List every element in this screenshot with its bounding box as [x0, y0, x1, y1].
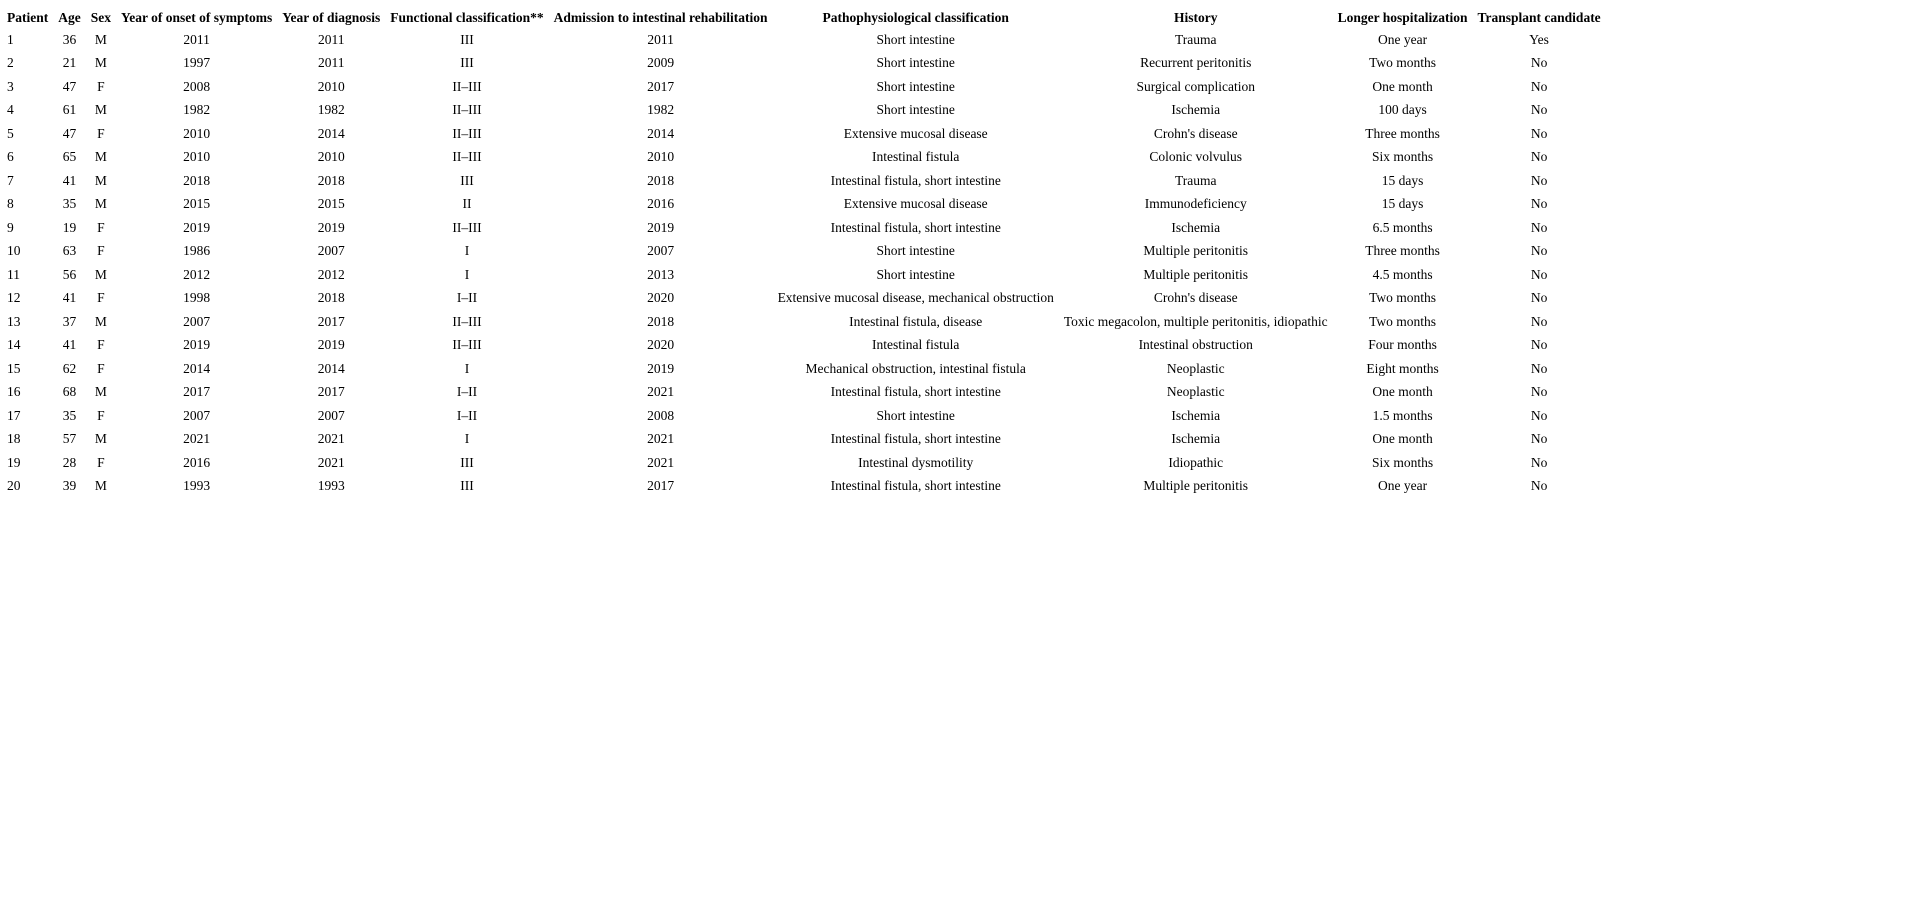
- cell-functional: II–III: [452, 149, 482, 164]
- cell-admission: 2010: [647, 149, 675, 164]
- cell-functional: II–III: [452, 125, 482, 141]
- cell-sex: M: [94, 55, 107, 70]
- table-row: [2, 380, 1606, 404]
- cell-history: Ischemia: [1171, 407, 1221, 423]
- cell-onset: 2011: [183, 31, 210, 47]
- cell-hospitalization: One month: [1372, 384, 1433, 399]
- cell-transplant: No: [1530, 196, 1548, 211]
- cell-patho: Intestinal fistula, short intestine: [830, 219, 1001, 235]
- cell-patho: Short intestine: [876, 102, 955, 117]
- cell-diagnosis: 2021: [317, 431, 345, 446]
- cell-patient: 8: [7, 196, 14, 211]
- cell-onset: 2018: [183, 172, 211, 188]
- cell-admission: 2019: [647, 360, 675, 376]
- cell-diagnosis: 2007: [317, 243, 345, 258]
- cell-patient: 9: [7, 219, 14, 235]
- cell-age: 35: [62, 407, 77, 423]
- cell-patient: 19: [7, 454, 21, 470]
- cell-patient: 12: [7, 290, 21, 305]
- cell-history: Ischemia: [1171, 431, 1221, 446]
- column-header-history: History: [1173, 10, 1218, 25]
- cell-patient: 10: [7, 243, 21, 258]
- cell-history: Immunodeficiency: [1144, 196, 1247, 211]
- cell-sex: M: [94, 478, 107, 493]
- cell-age: 47: [62, 78, 77, 94]
- table-row: [2, 286, 1606, 310]
- cell-patho: Intestinal fistula, disease: [849, 313, 983, 329]
- cell-admission: 2009: [647, 55, 675, 70]
- cell-history: Intestinal obstruction: [1138, 337, 1253, 352]
- cell-onset: 1998: [183, 290, 211, 305]
- cell-patho: Intestinal fistula: [872, 337, 960, 352]
- cell-patient: 13: [7, 313, 21, 329]
- table-header-row: [2, 10, 1606, 28]
- cell-transplant: No: [1530, 266, 1548, 282]
- cell-patho: Short intestine: [876, 78, 955, 94]
- cell-onset: 2010: [183, 149, 211, 164]
- cell-patient: 4: [7, 102, 14, 117]
- cell-history: Idiopathic: [1168, 454, 1224, 470]
- cell-transplant: No: [1530, 55, 1548, 70]
- cell-history: Multiple peritonitis: [1143, 243, 1249, 258]
- table-row: [2, 75, 1606, 99]
- cell-transplant: No: [1530, 243, 1548, 258]
- cell-age: 41: [62, 337, 77, 352]
- cell-hospitalization: Two months: [1369, 290, 1437, 305]
- cell-functional: II–III: [452, 219, 482, 235]
- table-row: [2, 122, 1606, 146]
- cell-admission: 2020: [647, 337, 675, 352]
- table-row: [2, 357, 1606, 381]
- cell-admission: 2017: [647, 478, 675, 493]
- column-header-patho: Pathophysiological classification: [822, 10, 1009, 25]
- cell-patho: Intestinal fistula, short intestine: [830, 478, 1001, 493]
- table-body: [2, 28, 1606, 498]
- cell-functional: II–III: [452, 313, 482, 329]
- cell-hospitalization: 6.5 months: [1372, 219, 1433, 235]
- cell-functional: III: [460, 172, 474, 188]
- table-row: [2, 451, 1606, 475]
- cell-onset: 2019: [183, 219, 211, 235]
- cell-patient: 1: [7, 31, 14, 47]
- cell-history: Neoplastic: [1166, 360, 1225, 376]
- table-row: [2, 192, 1606, 216]
- cell-admission: 2021: [647, 454, 675, 470]
- cell-diagnosis: 2014: [317, 125, 345, 141]
- table-row: [2, 169, 1606, 193]
- cell-admission: 2019: [647, 219, 675, 235]
- cell-onset: 2007: [183, 407, 211, 423]
- table-row: [2, 427, 1606, 451]
- cell-patho: Short intestine: [876, 266, 955, 282]
- table-row: [2, 51, 1606, 75]
- column-header-admission: Admission to intestinal rehabilitation: [553, 10, 768, 25]
- cell-transplant: No: [1530, 454, 1548, 470]
- cell-patho: Short intestine: [876, 55, 955, 70]
- table-header: [2, 10, 1606, 28]
- cell-patho: Short intestine: [876, 407, 955, 423]
- cell-sex: F: [97, 454, 105, 470]
- cell-admission: 2020: [647, 290, 675, 305]
- cell-patient: 5: [7, 125, 14, 141]
- cell-transplant: No: [1530, 431, 1548, 446]
- cell-patient: 3: [7, 78, 14, 94]
- table-row: [2, 145, 1606, 169]
- cell-sex: M: [94, 102, 107, 117]
- cell-hospitalization: Three months: [1365, 125, 1440, 141]
- cell-onset: 1997: [183, 55, 211, 70]
- cell-diagnosis: 2021: [317, 454, 345, 470]
- cell-diagnosis: 2018: [317, 172, 345, 188]
- cell-sex: M: [94, 172, 107, 188]
- cell-patho: Extensive mucosal disease: [843, 196, 988, 211]
- cell-hospitalization: Two months: [1369, 313, 1437, 329]
- cell-functional: III: [460, 55, 474, 70]
- cell-hospitalization: One month: [1372, 431, 1433, 446]
- cell-admission: 2011: [647, 31, 674, 47]
- cell-age: 56: [62, 266, 77, 282]
- cell-transplant: No: [1530, 78, 1548, 94]
- cell-age: 68: [62, 384, 77, 399]
- column-header-age: Age: [58, 10, 81, 25]
- cell-sex: F: [97, 290, 105, 305]
- cell-patho: Short intestine: [876, 31, 955, 47]
- cell-age: 63: [62, 243, 77, 258]
- cell-age: 21: [62, 55, 77, 70]
- cell-admission: 2007: [647, 243, 675, 258]
- cell-age: 41: [62, 172, 77, 188]
- cell-functional: III: [460, 31, 474, 47]
- cell-patient: 15: [7, 360, 21, 376]
- cell-onset: 2019: [183, 337, 211, 352]
- cell-patho: Intestinal fistula, short intestine: [830, 384, 1001, 399]
- cell-sex: F: [97, 219, 105, 235]
- table-row: [2, 263, 1606, 287]
- cell-age: 65: [62, 149, 77, 164]
- cell-diagnosis: 2010: [317, 78, 345, 94]
- column-header-transplant: Transplant candidate: [1477, 10, 1601, 25]
- cell-functional: I: [464, 431, 470, 446]
- cell-patho: Intestinal fistula, short intestine: [830, 172, 1001, 188]
- table-row: [2, 239, 1606, 263]
- cell-admission: 2018: [647, 313, 675, 329]
- cell-transplant: No: [1530, 384, 1548, 399]
- table-row: [2, 404, 1606, 428]
- cell-patient: 2: [7, 55, 14, 70]
- cell-onset: 2008: [183, 78, 211, 94]
- cell-diagnosis: 2019: [317, 219, 345, 235]
- cell-onset: 2012: [183, 266, 211, 282]
- cell-functional: I: [464, 266, 470, 282]
- cell-transplant: No: [1530, 290, 1548, 305]
- cell-functional: II–III: [452, 102, 482, 117]
- patient-characteristics-table: [2, 10, 1606, 498]
- column-header-patient: Patient: [7, 10, 49, 25]
- cell-age: 61: [62, 102, 77, 117]
- cell-functional: I: [464, 360, 470, 376]
- cell-diagnosis: 2012: [317, 266, 345, 282]
- cell-functional: III: [460, 454, 474, 470]
- cell-sex: F: [97, 360, 105, 376]
- cell-patho: Short intestine: [876, 243, 955, 258]
- cell-patient: 16: [7, 384, 21, 399]
- cell-diagnosis: 2015: [317, 196, 345, 211]
- cell-admission: 2021: [647, 384, 675, 399]
- cell-onset: 2007: [183, 313, 211, 329]
- cell-admission: 2016: [647, 196, 675, 211]
- cell-sex: M: [94, 313, 107, 329]
- cell-history: Crohn's disease: [1153, 125, 1238, 141]
- cell-age: 37: [62, 313, 77, 329]
- column-header-hospitalization: Longer hospitalization: [1337, 10, 1468, 25]
- cell-history: Colonic volvulus: [1149, 149, 1243, 164]
- cell-transplant: No: [1530, 125, 1548, 141]
- cell-hospitalization: Three months: [1365, 243, 1440, 258]
- cell-onset: 2021: [183, 431, 211, 446]
- cell-patient: 6: [7, 149, 14, 164]
- cell-diagnosis: 2018: [317, 290, 345, 305]
- cell-sex: F: [97, 337, 105, 352]
- table-row: [2, 28, 1606, 52]
- cell-sex: F: [97, 243, 105, 258]
- cell-sex: M: [94, 266, 107, 282]
- cell-admission: 2013: [647, 266, 675, 282]
- cell-onset: 1993: [183, 478, 211, 493]
- cell-sex: F: [97, 125, 105, 141]
- column-header-onset: Year of onset of symptoms: [121, 10, 273, 25]
- cell-hospitalization: 1.5 months: [1372, 407, 1433, 423]
- cell-history: Toxic megacolon, multiple peritonitis, idiopathic: [1063, 313, 1328, 329]
- cell-transplant: Yes: [1529, 31, 1549, 47]
- cell-hospitalization: Six months: [1372, 149, 1434, 164]
- cell-functional: I–II: [456, 290, 478, 305]
- cell-hospitalization: Eight months: [1366, 360, 1439, 376]
- cell-diagnosis: 2010: [317, 149, 345, 164]
- cell-onset: 2015: [183, 196, 211, 211]
- cell-transplant: No: [1530, 102, 1548, 117]
- cell-history: Multiple peritonitis: [1143, 478, 1249, 493]
- cell-patient: 11: [7, 266, 20, 282]
- cell-transplant: No: [1530, 172, 1548, 188]
- column-header-functional: Functional classification**: [390, 10, 544, 25]
- cell-age: 19: [62, 219, 77, 235]
- cell-diagnosis: 2007: [317, 407, 345, 423]
- cell-history: Surgical complication: [1136, 78, 1256, 94]
- cell-onset: 2010: [183, 125, 211, 141]
- cell-diagnosis: 2017: [317, 384, 345, 399]
- cell-patho: Intestinal fistula, short intestine: [830, 431, 1001, 446]
- cell-patho: Intestinal fistula: [872, 149, 960, 164]
- cell-patient: 20: [7, 478, 21, 493]
- cell-onset: 2014: [183, 360, 211, 376]
- cell-history: Ischemia: [1171, 219, 1221, 235]
- cell-patho: Mechanical obstruction, intestinal fistula: [805, 360, 1026, 376]
- cell-sex: M: [94, 149, 107, 164]
- cell-history: Ischemia: [1171, 102, 1221, 117]
- cell-age: 35: [62, 196, 77, 211]
- cell-transplant: No: [1530, 337, 1548, 352]
- cell-sex: F: [97, 407, 105, 423]
- cell-diagnosis: 2019: [317, 337, 345, 352]
- cell-age: 57: [62, 431, 77, 446]
- cell-diagnosis: 2017: [317, 313, 345, 329]
- cell-history: Multiple peritonitis: [1143, 266, 1249, 282]
- cell-hospitalization: 15 days: [1381, 172, 1424, 188]
- cell-diagnosis: 2014: [317, 360, 345, 376]
- table-row: [2, 333, 1606, 357]
- cell-diagnosis: 2011: [318, 31, 345, 47]
- cell-admission: 2008: [647, 407, 675, 423]
- cell-patho: Intestinal dysmotility: [858, 454, 974, 470]
- cell-history: Trauma: [1174, 172, 1217, 188]
- cell-patient: 7: [7, 172, 14, 188]
- cell-transplant: No: [1530, 219, 1548, 235]
- column-header-diagnosis: Year of diagnosis: [282, 10, 381, 25]
- cell-patient: 18: [7, 431, 21, 446]
- cell-history: Trauma: [1174, 31, 1217, 47]
- cell-age: 62: [62, 360, 77, 376]
- cell-age: 47: [62, 125, 77, 141]
- cell-hospitalization: 4.5 months: [1372, 266, 1433, 282]
- cell-diagnosis: 1993: [317, 478, 345, 493]
- cell-age: 39: [62, 478, 77, 493]
- cell-onset: 1986: [183, 243, 211, 258]
- cell-transplant: No: [1530, 313, 1548, 329]
- cell-sex: M: [94, 384, 107, 399]
- cell-sex: F: [97, 78, 105, 94]
- cell-functional: II–III: [452, 337, 482, 352]
- cell-transplant: No: [1530, 149, 1548, 164]
- cell-functional: I: [464, 243, 470, 258]
- cell-transplant: No: [1530, 360, 1548, 376]
- cell-admission: 2017: [647, 78, 675, 94]
- table-row: [2, 474, 1606, 498]
- cell-admission: 1982: [647, 102, 675, 117]
- cell-hospitalization: 100 days: [1378, 102, 1427, 117]
- cell-patho: Extensive mucosal disease: [843, 125, 988, 141]
- cell-admission: 2014: [647, 125, 675, 141]
- table-row: [2, 98, 1606, 122]
- cell-functional: III: [460, 478, 474, 493]
- cell-functional: I–II: [456, 407, 478, 423]
- cell-onset: 2017: [183, 384, 211, 399]
- cell-transplant: No: [1530, 407, 1548, 423]
- cell-age: 36: [62, 31, 77, 47]
- cell-sex: M: [94, 196, 107, 211]
- cell-transplant: No: [1530, 478, 1548, 493]
- cell-admission: 2018: [647, 172, 675, 188]
- cell-sex: M: [94, 431, 107, 446]
- cell-diagnosis: 1982: [317, 102, 345, 117]
- cell-patient: 17: [7, 407, 21, 423]
- cell-age: 41: [62, 290, 77, 305]
- cell-history: Crohn's disease: [1153, 290, 1238, 305]
- cell-functional: I–II: [456, 384, 478, 399]
- cell-hospitalization: Four months: [1368, 337, 1437, 352]
- cell-onset: 2016: [183, 454, 211, 470]
- cell-hospitalization: Two months: [1369, 55, 1437, 70]
- cell-hospitalization: One month: [1372, 78, 1433, 94]
- cell-hospitalization: One year: [1378, 31, 1428, 47]
- cell-functional: II: [462, 196, 472, 211]
- cell-age: 28: [62, 454, 77, 470]
- cell-patient: 14: [7, 337, 21, 352]
- cell-patho: Extensive mucosal disease, mechanical obstruction: [777, 290, 1054, 305]
- cell-hospitalization: Six months: [1372, 454, 1434, 470]
- cell-history: Neoplastic: [1166, 384, 1225, 399]
- cell-history: Recurrent peritonitis: [1140, 55, 1252, 70]
- cell-hospitalization: One year: [1378, 478, 1428, 493]
- table-row: [2, 216, 1606, 240]
- cell-functional: II–III: [452, 78, 482, 94]
- cell-hospitalization: 15 days: [1381, 196, 1424, 211]
- cell-diagnosis: 2011: [318, 55, 345, 70]
- table-row: [2, 310, 1606, 334]
- column-header-sex: Sex: [90, 10, 111, 25]
- cell-onset: 1982: [183, 102, 211, 117]
- cell-sex: M: [94, 31, 107, 47]
- cell-admission: 2021: [647, 431, 675, 446]
